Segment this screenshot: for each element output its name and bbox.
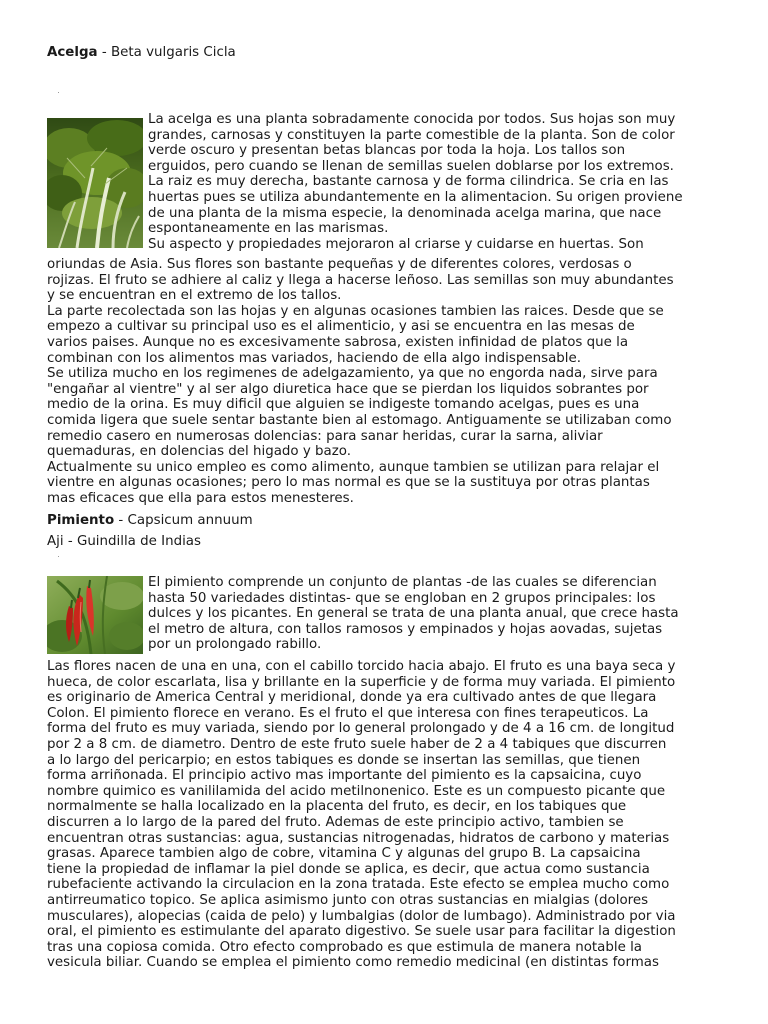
text-line: "engañar al vientre" y al ser algo diuretica hace que se pierdan los liquidos sobrantes por [47,381,649,397]
text-line: huertas pues se utiliza abundantemente en la alimentacion. Su origen proviene [148,189,683,205]
text-line: oral, el pimiento es estimulante del aparato digestivo. Se suele usar para facilitar la digestion [47,924,676,940]
text-line: medio de la orina. Es muy dificil que alguien se indigeste tomando acelgas, pues es una [47,397,640,413]
red-chili-peppers-photo [47,576,143,654]
text-line: el metro de altura, con tallos ramosos y empinados y hojas aovadas, sujetas [148,621,663,637]
section-title: Acelga [47,45,98,60]
text-line: Se utiliza mucho en los regimenes de adelgazamiento, ya que no engorda nada, sirve para [47,366,658,382]
scientific-name: Beta vulgaris Cicla [110,45,236,60]
text-line: grasas. Aparece tambien algo de cobre, vitamina C y algunas del grupo B. La capsaicina [47,846,641,862]
text-line: oriundas de Asia. Sus flores son bastante pequeñas y de diferentes colores, verdosas o [47,257,632,272]
text-line: hueca, de color escarlata, lisa y brillante en la superficie y de forma muy variada. El pimiento [47,674,676,690]
text-line: Actualmente su unico empleo es como alimento, aunque tambien se utilizan para relajar el [47,459,660,475]
text-line: comida ligera que suele sentar bastante bien al estomago. Antiguamente se utilizaban como [47,412,672,428]
text-line: combinan con los alimentos mas variados, haciendo de ella algo indispensable. [47,350,582,366]
text-line: remedio casero en numerosas dolencias: para sanar heridas, curar la sarna, aliviar [47,428,603,444]
scientific-name: Capsicum annuum [127,513,253,528]
stray-dot [58,556,59,557]
acelga-intro [148,112,683,252]
text-line: La parte recolectada son las hojas y en algunas ocasiones tambien las raices. Desde que se [47,303,664,319]
chard-leaves-photo [47,118,143,248]
title-separator: - [97,45,111,60]
text-line: tras una copiosa comida. Otro efecto comprobado es que estimula de manera notable la [47,939,643,955]
text-line: es originario de America Central y meridional, donde ya era cultivado antes de que llegara [47,690,657,706]
text-line: La raiz es muy derecha, bastante carnosa y de forma cilindrica. Se cria en las [148,174,669,190]
title-separator: - [114,513,128,528]
text-line: rojizas. El fruto se adhiere al caliz y llega a hacerse leñoso. Las semillas son muy abundantes [47,272,674,288]
section-title: Pimiento [47,513,115,528]
section-heading-acelga [47,44,236,62]
text-line: hasta 50 variedades distintas- que se engloban en 2 grupos principales: los [148,590,656,606]
text-line: El pimiento comprende un conjunto de plantas -de las cuales se diferencian [148,575,657,590]
text-line: dulces y los picantes. En general se trata de una planta anual, que crece hasta [148,606,679,622]
text-line: musculares), alopecias (caida de pelo) y lumbalgias (dolor de lumbago). Administrado por via [47,908,676,924]
text-line: por 2 a 8 cm. de diametro. Dentro de este fruto suele haber de 2 a 4 tabiques que discurren [47,736,667,752]
text-line: forma del fruto es muy variada, siendo por lo general prolongado y de 4 a 16 cm. de longitud [47,721,675,737]
pimiento-intro [148,575,679,653]
text-line: y se encuentran en el extremo de los tallos. [47,288,342,304]
text-line: forma arriñonada. El principio activo mas importante del pimiento es la capsaicina, cuyo [47,768,642,784]
text-line: antirreumatico topico. Se aplica asimismo junto con otras sustancias en mialgias (dolores [47,892,649,908]
pimiento-body [47,659,676,971]
section-heading-pimiento [47,512,253,530]
text-line: varios paises. Aunque no es excesivamente sabrosa, existen infinidad de platos que la [47,334,629,350]
text-line: Las flores nacen de una en una, con el cabillo torcido hacia abajo. El fruto es una baya seca y [47,659,676,674]
acelga-body [47,257,674,507]
text-line: de una planta de la misma especie, la denominada acelga marina, que nace [148,205,662,221]
text-line: normalmente se halla localizado en la placenta del fruto, es decir, en los tabiques que [47,799,627,815]
text-line: nombre quimico es vanililamida del acido metilnonenico. Este es un compuesto picante que [47,783,666,799]
text-line: espontaneamente en las marismas. [148,221,389,237]
text-line: encuentran otras sustancias: agua, sustancias nitrogenadas, hidratos de carbono y materias [47,830,670,846]
text-line: erguidos, pero cuando se llenan de semillas suelen doblarse por los extremos. [148,158,674,174]
text-line: a lo largo del pericarpio; en estos tabiques es donde se insertan las semillas, que tienen [47,752,641,768]
text-line: La acelga es una planta sobradamente conocida por todos. Sus hojas son muy [148,112,676,127]
text-line: vesicula biliar. Cuando se emplea el pimiento como remedio medicinal (en distintas formas [47,955,659,971]
text-line: Colon. El pimiento florece en verano. Es el fruto el que interesa con fines terapeuticos. La [47,705,649,721]
text-line: Su aspecto y propiedades mejoraron al criarse y cuidarse en huertas. Son [148,236,644,252]
text-line: vientre en algunas ocasiones; pero lo mas normal es que se la sustituya por otras plantas [47,475,650,491]
stray-dot [58,92,59,93]
text-line: discurren a lo largo de la pared del fruto. Ademas de este principio activo, tambien se [47,814,624,830]
text-line: rubefaciente activando la circulacion en la zona tratada. Este efecto se emplea mucho como [47,877,670,893]
text-line: quemaduras, en dolencias del higado y bazo. [47,444,352,460]
text-line: grandes, carnosas y constituyen la parte comestible de la planta. Son de color [148,127,675,143]
text-line: verde oscuro y presentan betas blancas por toda la hoja. Los tallos son [148,143,626,159]
text-line: empezo a cultivar su principal uso es el alimenticio, y asi se encuentra en las mesas de [47,319,635,335]
alternate-names: Aji - Guindilla de Indias [47,534,201,549]
text-line: mas eficaces que ella para estos menesteres. [47,490,354,506]
text-line: por un prolongado rabillo. [148,637,322,653]
text-line: tiene la propiedad de inflamar la piel donde se aplica, es decir, que actua como sustancia [47,861,650,877]
